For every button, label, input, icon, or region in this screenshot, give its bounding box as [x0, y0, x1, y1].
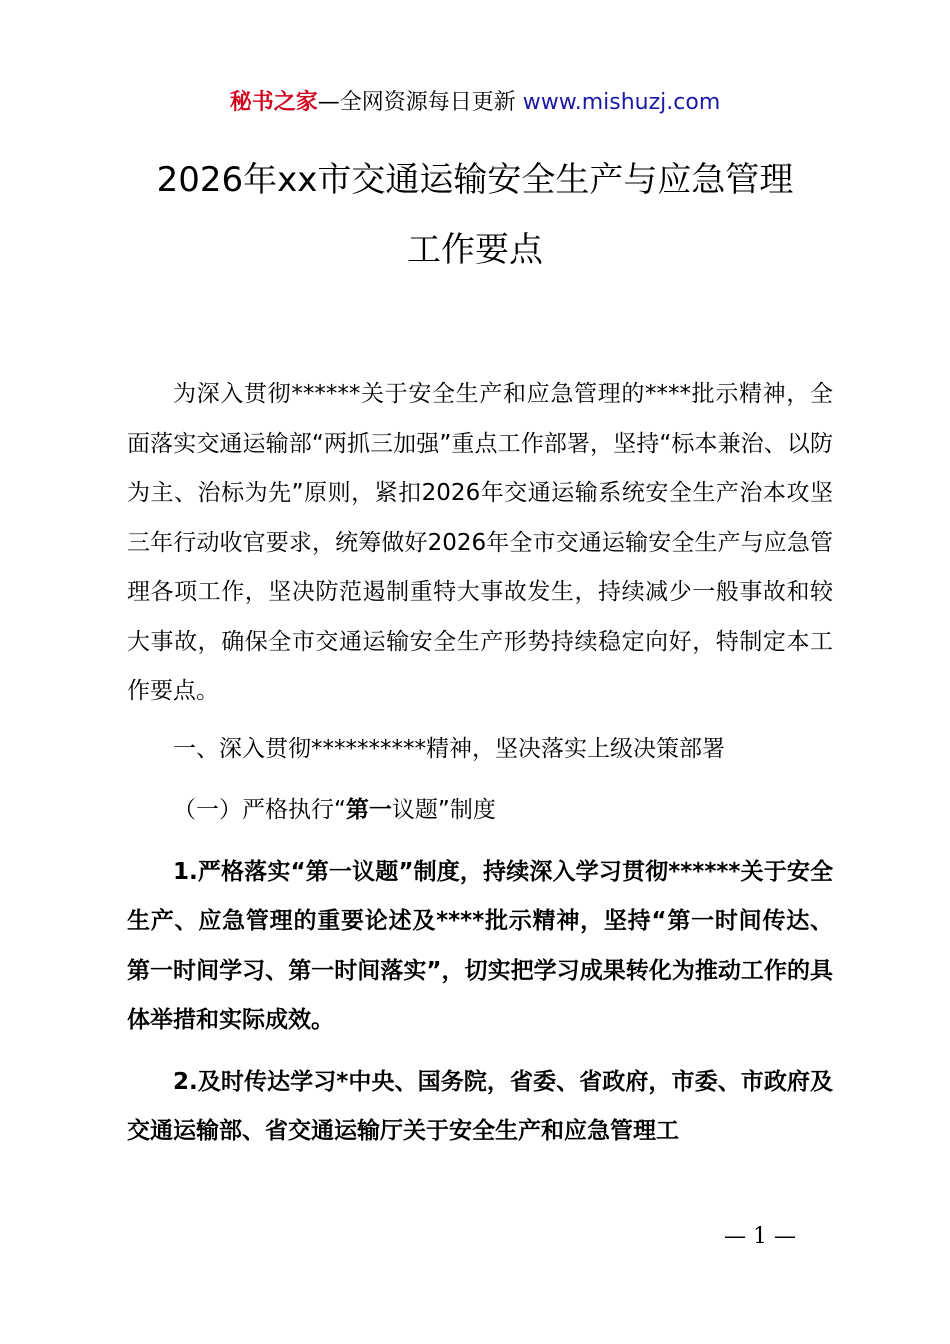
page-number: — 1 — — [724, 1224, 796, 1249]
section-heading-1: 一、深入贯彻**********精神，坚决落实上级决策部署 — [173, 735, 725, 762]
document-body — [127, 370, 833, 1157]
intro-paragraph: 为深入贯彻******关于安全生产和应急管理的****批示精神，全面落实交通运输部“两抓三加强”重点工作部署，坚持“标本兼治、以防为主、治标为先”原则，紧扣2026年交通运输系统安全生产治本攻坚三年行动收官要求，统筹做好2026年全市交通运输安全生产与应急管理各项工作，坚决防范遏制重特大事故发生，持续减少一般事故和较大事故，确保全市交通运输安全生产形势持续稳定向好，特制定本工作要点。 — [127, 381, 833, 704]
subsection-heading-suffix: 议题”制度 — [391, 797, 496, 823]
subsection-heading-1 — [127, 786, 833, 836]
site-banner — [0, 86, 950, 120]
title-line-2: 工作要点 — [407, 230, 543, 270]
document-title — [60, 156, 890, 274]
brand-name: 秘书之家 — [229, 90, 318, 115]
subsection-heading-prefix: （一）严格执行“ — [173, 797, 346, 823]
list-item-2: 2.及时传达学习*中央、国务院，省委、省政府，市委、市政府及交通运输部、省交通运输厅关于安全生产和应急管理工 — [127, 1068, 833, 1144]
banner-tagline: —全网资源每日更新 — [317, 90, 523, 115]
title-line-1: 2026年xx市交通运输安全生产与应急管理 — [156, 160, 794, 200]
subsection-heading-bold: 第一 — [345, 797, 392, 823]
site-url-link[interactable]: www.mishuzj.com — [522, 90, 721, 115]
list-item-1: 1.严格落实“第一议题”制度，持续深入学习贯彻******关于安全生产、应急管理的重要论述及****批示精神，坚持“第一时间传达、第一时间学习、第一时间落实”，切实把学习成果转化为推动工作的具体举措和实际成效。 — [127, 858, 833, 1033]
